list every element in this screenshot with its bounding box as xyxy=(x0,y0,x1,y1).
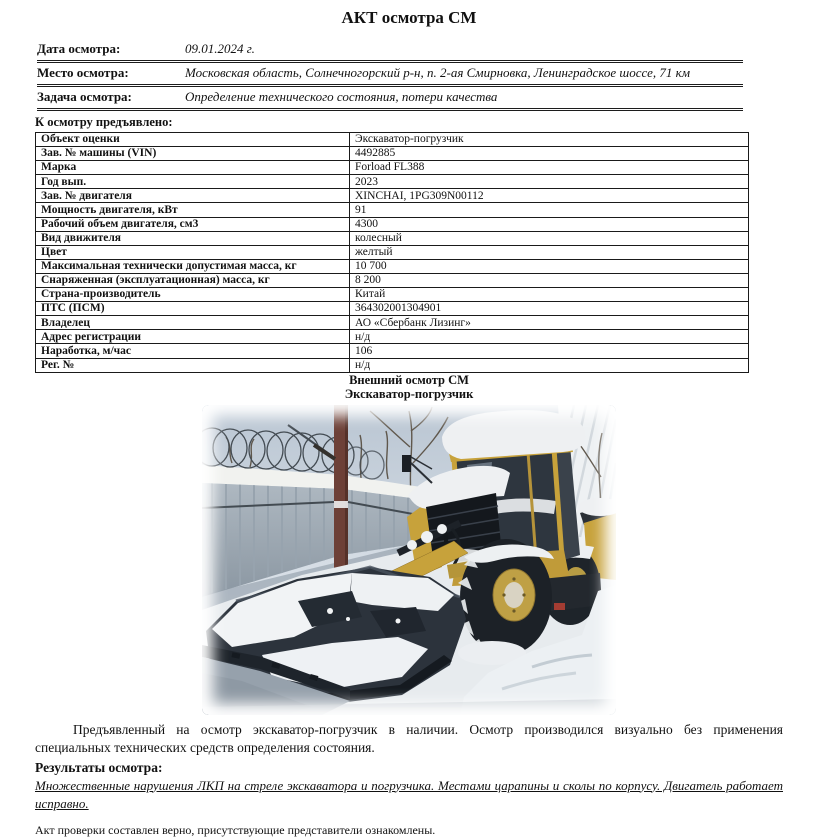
results-label: Результаты осмотра: xyxy=(35,759,163,775)
header-field-row xyxy=(37,86,743,110)
spec-label: Снаряженная (эксплуатационная) масса, кг xyxy=(36,273,350,287)
spec-row xyxy=(36,288,749,302)
header-field-row xyxy=(37,39,743,62)
spec-value: желтый xyxy=(350,245,749,259)
spec-label: Владелец xyxy=(36,316,350,330)
spec-row xyxy=(36,316,749,330)
photo-heading-line2: Экскаватор-погрузчик xyxy=(344,386,474,401)
spec-label: Страна-производитель xyxy=(36,288,350,302)
field-value-inspection-task: Определение технического состояния, потери качества xyxy=(185,86,743,110)
spec-value: XINCHAI, 1PG309N00112 xyxy=(350,189,749,203)
footer-note: Акт проверки составлен верно, присутствующие представители ознакомлены. xyxy=(35,822,436,837)
spec-row xyxy=(36,358,749,372)
spec-label: Марка xyxy=(36,161,350,175)
spec-label: Максимальная технически допустимая масса, кг xyxy=(36,259,350,273)
spec-value: Экскаватор-погрузчик xyxy=(350,133,749,147)
spec-value: н/д xyxy=(350,358,749,372)
spec-row xyxy=(36,330,749,344)
page-title: АКТ осмотра СМ xyxy=(341,8,477,27)
spec-label: ПТС (ПСМ) xyxy=(36,302,350,316)
equipment-photo xyxy=(202,405,616,715)
field-label-inspection-date: Дата осмотра: xyxy=(37,39,185,62)
spec-value: 2023 xyxy=(350,175,749,189)
spec-row xyxy=(36,147,749,161)
spec-label: Зав. № двигателя xyxy=(36,189,350,203)
field-value-inspection-date: 09.01.2024 г. xyxy=(185,39,743,62)
spec-value: 91 xyxy=(350,203,749,217)
spec-label: Наработка, м/час xyxy=(36,344,350,358)
section-intro: К осмотру предъявлено: xyxy=(35,115,173,129)
spec-row xyxy=(36,133,749,147)
spec-label: Год вып. xyxy=(36,175,350,189)
header-field-row xyxy=(37,62,743,86)
results-text: Множественные нарушения ЛКП на стреле экскаватора и погрузчика. Местами царапины и сколы по корпусу. Двигатель работает исправно. xyxy=(35,777,783,812)
spec-row xyxy=(36,259,749,273)
spec-label: Рабочий объем двигателя, см3 xyxy=(36,217,350,231)
spec-table-body xyxy=(36,133,749,373)
spec-value: 8 200 xyxy=(350,273,749,287)
photo-heading-line1: Внешний осмотр СМ xyxy=(349,372,469,387)
spec-row xyxy=(36,217,749,231)
spec-row xyxy=(36,175,749,189)
spec-label: Мощность двигателя, кВт xyxy=(36,203,350,217)
spec-value: колесный xyxy=(350,231,749,245)
spec-row xyxy=(36,302,749,316)
spec-value: 4492885 xyxy=(350,147,749,161)
spec-value: 4300 xyxy=(350,217,749,231)
spec-value: АО «Сбербанк Лизинг» xyxy=(350,316,749,330)
spec-label: Объект оценки xyxy=(36,133,350,147)
spec-row xyxy=(36,161,749,175)
spec-row xyxy=(36,203,749,217)
field-label-inspection-task: Задача осмотра: xyxy=(37,86,185,110)
spec-label: Цвет xyxy=(36,245,350,259)
field-label-inspection-place: Место осмотра: xyxy=(37,62,185,86)
spec-value: 10 700 xyxy=(350,259,749,273)
field-value-inspection-place: Московская область, Солнечногорский р-н, п. 2-ая Смирновка, Ленинградское шоссе, 71 км xyxy=(185,62,743,86)
spec-row xyxy=(36,273,749,287)
spec-value: Forload FL388 xyxy=(350,161,749,175)
spec-value: Китай xyxy=(350,288,749,302)
equipment-photo-illustration xyxy=(202,405,616,715)
spec-value: 364302001304901 xyxy=(350,302,749,316)
header-fields-table xyxy=(37,39,743,111)
spec-label: Адрес регистрации xyxy=(36,330,350,344)
spec-label: Вид движителя xyxy=(36,231,350,245)
spec-value: 106 xyxy=(350,344,749,358)
spec-value: н/д xyxy=(350,330,749,344)
spec-label: Зав. № машины (VIN) xyxy=(36,147,350,161)
spec-label: Рег. № xyxy=(36,358,350,372)
spec-row xyxy=(36,344,749,358)
spec-row xyxy=(36,245,749,259)
conclusion-paragraph: Предъявленный на осмотр экскаватор-погрузчик в наличии. Осмотр производился визуально без применения специальных технических средств определения состояния. xyxy=(35,721,783,756)
spec-table xyxy=(35,132,749,373)
spec-row xyxy=(36,231,749,245)
spec-row xyxy=(36,189,749,203)
